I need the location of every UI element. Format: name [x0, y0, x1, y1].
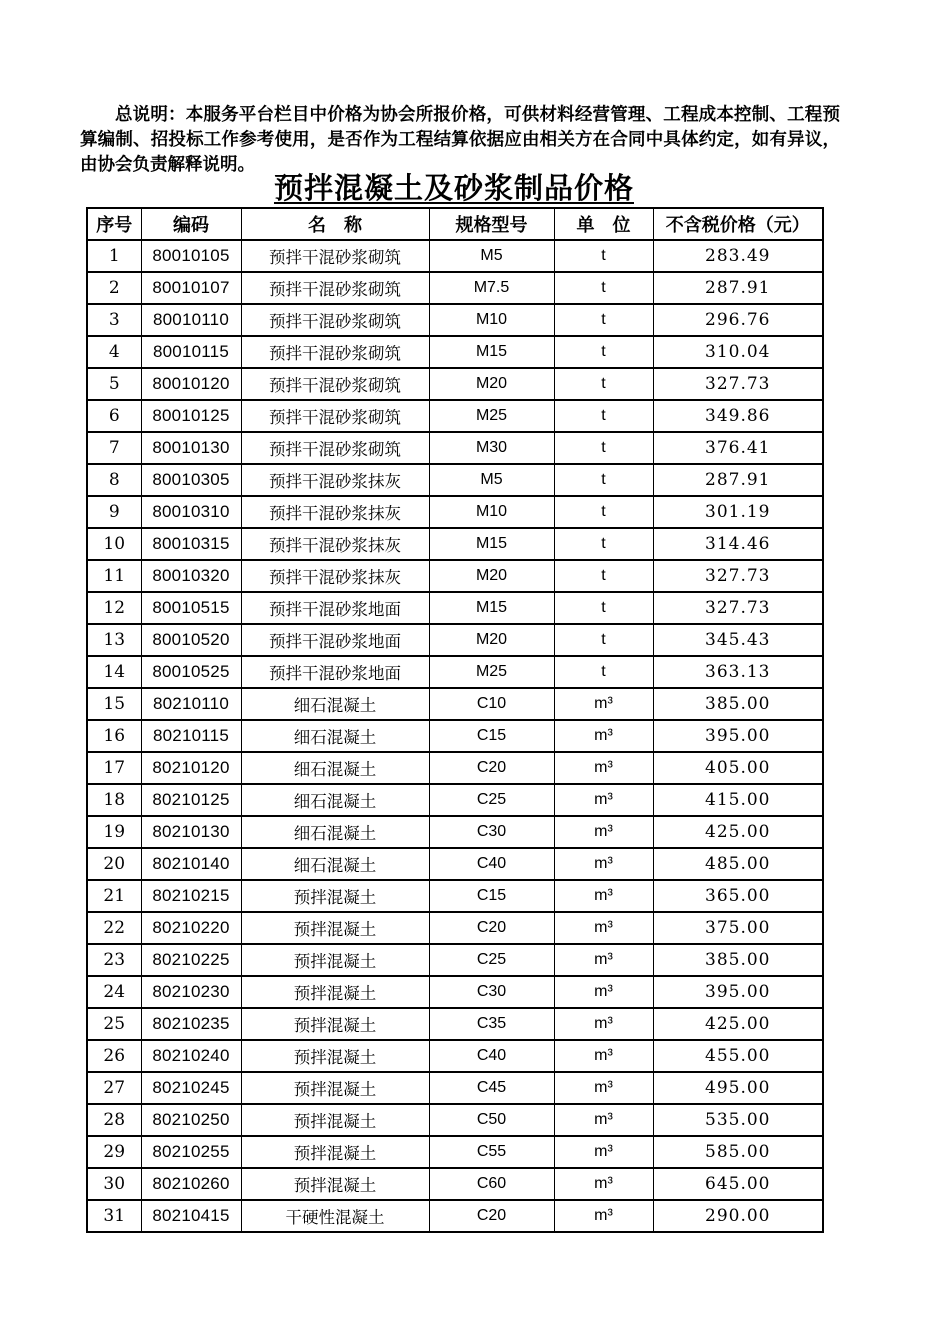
table-row: [87, 912, 823, 944]
cell-seq: 15: [87, 688, 141, 720]
cell-spec: M10: [429, 496, 554, 528]
cell-name: 预拌混凝土: [241, 976, 429, 1008]
cell-seq: 11: [87, 560, 141, 592]
cell-name: 预拌干混砂浆砌筑: [241, 400, 429, 432]
cell-spec: M7.5: [429, 272, 554, 304]
cell-code: 80210140: [141, 848, 241, 880]
cell-seq: 22: [87, 912, 141, 944]
cell-spec: M15: [429, 336, 554, 368]
cell-spec: C10: [429, 688, 554, 720]
cell-price: 327.73: [653, 592, 823, 624]
cell-price: 645.00: [653, 1168, 823, 1200]
cell-seq: 21: [87, 880, 141, 912]
cell-unit: m³: [554, 1104, 653, 1136]
cell-unit: t: [554, 240, 653, 272]
table-row: [87, 528, 823, 560]
cell-code: 80210215: [141, 880, 241, 912]
cell-unit: m³: [554, 848, 653, 880]
cell-price: 290.00: [653, 1200, 823, 1232]
cell-code: 80010120: [141, 368, 241, 400]
cell-seq: 5: [87, 368, 141, 400]
cell-unit: t: [554, 336, 653, 368]
table-row: [87, 752, 823, 784]
column-header-unit: 单 位: [554, 208, 653, 240]
cell-spec: C30: [429, 976, 554, 1008]
cell-spec: C15: [429, 720, 554, 752]
table-header-row: [87, 208, 823, 240]
cell-seq: 2: [87, 272, 141, 304]
cell-price: 425.00: [653, 816, 823, 848]
cell-code: 80010315: [141, 528, 241, 560]
cell-spec: C30: [429, 816, 554, 848]
cell-spec: M20: [429, 624, 554, 656]
table-row: [87, 368, 823, 400]
table-row: [87, 432, 823, 464]
cell-unit: t: [554, 592, 653, 624]
table-header: [87, 208, 823, 240]
cell-spec: M5: [429, 240, 554, 272]
cell-unit: t: [554, 656, 653, 688]
cell-code: 80210120: [141, 752, 241, 784]
cell-code: 80010320: [141, 560, 241, 592]
cell-name: 预拌混凝土: [241, 944, 429, 976]
cell-spec: C55: [429, 1136, 554, 1168]
table-row: [87, 720, 823, 752]
cell-name: 预拌混凝土: [241, 1168, 429, 1200]
table-row: [87, 624, 823, 656]
cell-unit: t: [554, 304, 653, 336]
table-row: [87, 592, 823, 624]
cell-name: 预拌干混砂浆砌筑: [241, 272, 429, 304]
table-row: [87, 464, 823, 496]
cell-spec: M15: [429, 528, 554, 560]
cell-seq: 31: [87, 1200, 141, 1232]
cell-spec: C35: [429, 1008, 554, 1040]
cell-unit: m³: [554, 816, 653, 848]
table-row: [87, 1072, 823, 1104]
table-row: [87, 496, 823, 528]
cell-code: 80010525: [141, 656, 241, 688]
cell-price: 385.00: [653, 944, 823, 976]
cell-seq: 20: [87, 848, 141, 880]
cell-code: 80010107: [141, 272, 241, 304]
cell-seq: 10: [87, 528, 141, 560]
cell-seq: 25: [87, 1008, 141, 1040]
cell-code: 80010130: [141, 432, 241, 464]
cell-price: 365.00: [653, 880, 823, 912]
cell-price: 395.00: [653, 976, 823, 1008]
cell-code: 80010110: [141, 304, 241, 336]
cell-price: 405.00: [653, 752, 823, 784]
cell-name: 预拌混凝土: [241, 1136, 429, 1168]
cell-seq: 1: [87, 240, 141, 272]
cell-name: 细石混凝土: [241, 720, 429, 752]
cell-spec: C45: [429, 1072, 554, 1104]
cell-name: 预拌干混砂浆地面: [241, 592, 429, 624]
cell-name: 预拌干混砂浆砌筑: [241, 240, 429, 272]
cell-price: 485.00: [653, 848, 823, 880]
cell-code: 80210240: [141, 1040, 241, 1072]
column-header-price: 不含税价格（元）: [653, 208, 823, 240]
column-header-code: 编码: [141, 208, 241, 240]
cell-unit: m³: [554, 880, 653, 912]
cell-code: 80010125: [141, 400, 241, 432]
cell-code: 80010105: [141, 240, 241, 272]
cell-seq: 14: [87, 656, 141, 688]
cell-seq: 4: [87, 336, 141, 368]
cell-price: 363.13: [653, 656, 823, 688]
cell-price: 495.00: [653, 1072, 823, 1104]
cell-spec: M20: [429, 368, 554, 400]
cell-unit: t: [554, 624, 653, 656]
cell-unit: m³: [554, 1008, 653, 1040]
cell-price: 314.46: [653, 528, 823, 560]
cell-unit: t: [554, 528, 653, 560]
cell-unit: m³: [554, 1040, 653, 1072]
cell-code: 80210225: [141, 944, 241, 976]
cell-name: 预拌混凝土: [241, 1072, 429, 1104]
cell-price: 535.00: [653, 1104, 823, 1136]
table-row: [87, 1104, 823, 1136]
table-body: [87, 240, 823, 1232]
cell-seq: 28: [87, 1104, 141, 1136]
cell-name: 预拌混凝土: [241, 912, 429, 944]
cell-unit: t: [554, 464, 653, 496]
cell-name: 预拌干混砂浆砌筑: [241, 304, 429, 336]
cell-unit: m³: [554, 1168, 653, 1200]
cell-code: 80210250: [141, 1104, 241, 1136]
cell-seq: 27: [87, 1072, 141, 1104]
cell-spec: C15: [429, 880, 554, 912]
cell-spec: M30: [429, 432, 554, 464]
table-row: [87, 816, 823, 848]
cell-price: 395.00: [653, 720, 823, 752]
cell-price: 375.00: [653, 912, 823, 944]
cell-spec: C25: [429, 944, 554, 976]
page-title: 预拌混凝土及砂浆制品价格: [273, 173, 634, 205]
cell-price: 425.00: [653, 1008, 823, 1040]
cell-unit: t: [554, 368, 653, 400]
cell-price: 287.91: [653, 464, 823, 496]
cell-seq: 7: [87, 432, 141, 464]
cell-seq: 19: [87, 816, 141, 848]
cell-unit: m³: [554, 1200, 653, 1232]
table-row: [87, 560, 823, 592]
cell-seq: 6: [87, 400, 141, 432]
cell-seq: 16: [87, 720, 141, 752]
cell-seq: 23: [87, 944, 141, 976]
cell-price: 385.00: [653, 688, 823, 720]
cell-seq: 30: [87, 1168, 141, 1200]
table-row: [87, 848, 823, 880]
cell-code: 80210125: [141, 784, 241, 816]
table-row: [87, 304, 823, 336]
table-row: [87, 880, 823, 912]
cell-unit: m³: [554, 944, 653, 976]
table-row: [87, 1040, 823, 1072]
table-row: [87, 240, 823, 272]
cell-name: 预拌干混砂浆地面: [241, 624, 429, 656]
cell-name: 预拌混凝土: [241, 1008, 429, 1040]
cell-name: 预拌干混砂浆砌筑: [241, 368, 429, 400]
cell-unit: m³: [554, 1072, 653, 1104]
cell-spec: M25: [429, 400, 554, 432]
cell-name: 细石混凝土: [241, 784, 429, 816]
cell-code: 80010520: [141, 624, 241, 656]
general-note: 总说明：本服务平台栏目中价格为协会所报价格，可供材料经营管理、工程成本控制、工程预算编制、招投标工作参考使用，是否作为工程结算依据应由相关方在合同中具体约定，如有异议，由协会负责解释说明。: [80, 103, 840, 174]
cell-price: 283.49: [653, 240, 823, 272]
cell-price: 287.91: [653, 272, 823, 304]
table-row: [87, 1200, 823, 1232]
cell-seq: 3: [87, 304, 141, 336]
table-row: [87, 272, 823, 304]
cell-unit: m³: [554, 912, 653, 944]
cell-name: 预拌干混砂浆抹灰: [241, 528, 429, 560]
cell-unit: t: [554, 272, 653, 304]
cell-seq: 13: [87, 624, 141, 656]
cell-name: 预拌干混砂浆地面: [241, 656, 429, 688]
cell-code: 80210115: [141, 720, 241, 752]
column-header-spec: 规格型号: [429, 208, 554, 240]
cell-code: 80210255: [141, 1136, 241, 1168]
cell-name: 预拌干混砂浆抹灰: [241, 496, 429, 528]
cell-code: 80210110: [141, 688, 241, 720]
cell-name: 预拌干混砂浆砌筑: [241, 336, 429, 368]
cell-unit: m³: [554, 720, 653, 752]
cell-spec: M10: [429, 304, 554, 336]
cell-name: 预拌混凝土: [241, 1040, 429, 1072]
table-row: [87, 976, 823, 1008]
cell-price: 327.73: [653, 368, 823, 400]
table-row: [87, 400, 823, 432]
cell-spec: C40: [429, 1040, 554, 1072]
table-row: [87, 1136, 823, 1168]
cell-unit: t: [554, 496, 653, 528]
cell-code: 80010305: [141, 464, 241, 496]
cell-name: 细石混凝土: [241, 848, 429, 880]
cell-price: 301.19: [653, 496, 823, 528]
cell-unit: t: [554, 432, 653, 464]
cell-spec: C20: [429, 912, 554, 944]
cell-price: 376.41: [653, 432, 823, 464]
cell-name: 细石混凝土: [241, 752, 429, 784]
table-row: [87, 1168, 823, 1200]
table-row: [87, 784, 823, 816]
cell-unit: m³: [554, 976, 653, 1008]
cell-name: 预拌干混砂浆抹灰: [241, 560, 429, 592]
cell-spec: C50: [429, 1104, 554, 1136]
cell-price: 455.00: [653, 1040, 823, 1072]
cell-code: 80210415: [141, 1200, 241, 1232]
cell-spec: C40: [429, 848, 554, 880]
cell-price: 345.43: [653, 624, 823, 656]
cell-name: 预拌混凝土: [241, 1104, 429, 1136]
cell-spec: M25: [429, 656, 554, 688]
cell-spec: C25: [429, 784, 554, 816]
cell-price: 327.73: [653, 560, 823, 592]
cell-spec: M5: [429, 464, 554, 496]
cell-unit: m³: [554, 1136, 653, 1168]
cell-unit: m³: [554, 688, 653, 720]
table-row: [87, 688, 823, 720]
table-row: [87, 1008, 823, 1040]
cell-code: 80210235: [141, 1008, 241, 1040]
cell-spec: C60: [429, 1168, 554, 1200]
cell-name: 预拌干混砂浆砌筑: [241, 432, 429, 464]
cell-unit: m³: [554, 752, 653, 784]
table-row: [87, 336, 823, 368]
cell-seq: 12: [87, 592, 141, 624]
table-row: [87, 944, 823, 976]
cell-spec: C20: [429, 752, 554, 784]
cell-seq: 24: [87, 976, 141, 1008]
cell-code: 80210130: [141, 816, 241, 848]
cell-code: 80210220: [141, 912, 241, 944]
cell-price: 349.86: [653, 400, 823, 432]
cell-code: 80010515: [141, 592, 241, 624]
cell-price: 415.00: [653, 784, 823, 816]
cell-spec: M20: [429, 560, 554, 592]
price-table: [86, 207, 824, 1233]
cell-unit: m³: [554, 784, 653, 816]
cell-code: 80210230: [141, 976, 241, 1008]
cell-price: 585.00: [653, 1136, 823, 1168]
cell-seq: 18: [87, 784, 141, 816]
cell-price: 296.76: [653, 304, 823, 336]
cell-spec: C20: [429, 1200, 554, 1232]
column-header-seq: 序号: [87, 208, 141, 240]
table-row: [87, 656, 823, 688]
cell-seq: 8: [87, 464, 141, 496]
column-header-name: 名 称: [241, 208, 429, 240]
cell-spec: M15: [429, 592, 554, 624]
cell-code: 80010310: [141, 496, 241, 528]
cell-seq: 9: [87, 496, 141, 528]
cell-code: 80210245: [141, 1072, 241, 1104]
cell-code: 80010115: [141, 336, 241, 368]
cell-code: 80210260: [141, 1168, 241, 1200]
cell-unit: t: [554, 400, 653, 432]
cell-unit: t: [554, 560, 653, 592]
cell-seq: 26: [87, 1040, 141, 1072]
cell-name: 预拌混凝土: [241, 880, 429, 912]
cell-seq: 29: [87, 1136, 141, 1168]
cell-name: 细石混凝土: [241, 688, 429, 720]
cell-seq: 17: [87, 752, 141, 784]
cell-name: 细石混凝土: [241, 816, 429, 848]
cell-name: 干硬性混凝土: [241, 1200, 429, 1232]
cell-name: 预拌干混砂浆抹灰: [241, 464, 429, 496]
cell-price: 310.04: [653, 336, 823, 368]
